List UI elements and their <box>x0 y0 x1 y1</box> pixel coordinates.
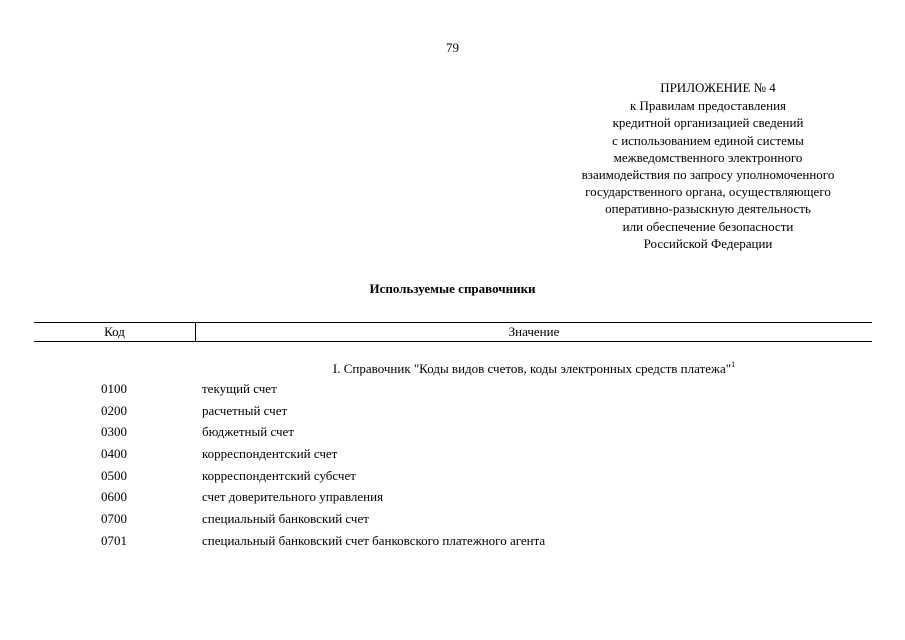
appendix-line: Российской Федерации <box>643 235 773 251</box>
row-value: бюджетный счет <box>202 424 294 440</box>
row-code: 0500 <box>101 467 127 483</box>
footnote-marker: 1 <box>731 360 736 369</box>
table-row <box>34 532 872 554</box>
appendix-line: оперативно-разыскную деятельность <box>605 201 811 217</box>
table-row <box>34 423 872 445</box>
table-row <box>34 510 872 532</box>
appendix-line: или обеспечение безопасности <box>622 218 794 234</box>
row-value: корреспондентский субсчет <box>202 467 356 483</box>
row-value: текущий счет <box>202 381 277 396</box>
row-value: специальный банковский счет <box>202 511 369 527</box>
appendix-heading: ПРИЛОЖЕНИЕ № 4 <box>660 80 776 95</box>
column-header-value: Значение <box>508 324 560 339</box>
table-row <box>34 488 872 510</box>
section-title-text: I. Справочник "Коды видов счетов, коды электронных средств платежа" <box>332 361 732 376</box>
appendix-line: кредитной организацией сведений <box>612 115 804 131</box>
row-code: 0400 <box>101 446 127 462</box>
row-code: 0700 <box>101 511 127 527</box>
row-code: 0100 <box>101 381 127 396</box>
column-header-code: Код <box>34 323 196 341</box>
table-row <box>34 380 872 402</box>
table-header <box>34 322 872 342</box>
row-value: счет доверительного управления <box>202 489 384 505</box>
table-row <box>34 445 872 467</box>
section-title <box>196 360 872 377</box>
table-row <box>34 467 872 489</box>
row-value: специальный банковский счет банковского платежного агента <box>202 532 546 548</box>
appendix-block <box>540 79 876 252</box>
row-code: 0701 <box>101 532 127 548</box>
table-body <box>34 380 872 554</box>
appendix-line: взаимодействия по запросу уполномоченного <box>581 167 835 183</box>
appendix-line: к Правилам предоставления <box>629 98 787 114</box>
row-value: расчетный счет <box>202 402 288 418</box>
page-number: 79 <box>446 40 459 55</box>
appendix-line: межведомственного электронного <box>613 149 803 165</box>
table-row <box>34 402 872 424</box>
row-code: 0600 <box>101 489 127 505</box>
row-value: корреспондентский счет <box>202 446 338 462</box>
row-code: 0300 <box>101 424 127 440</box>
appendix-line: с использованием единой системы <box>612 132 804 148</box>
document-title: Используемые справочники <box>369 281 536 296</box>
appendix-line: государственного органа, осуществляющего <box>585 184 831 200</box>
row-code: 0200 <box>101 402 127 418</box>
